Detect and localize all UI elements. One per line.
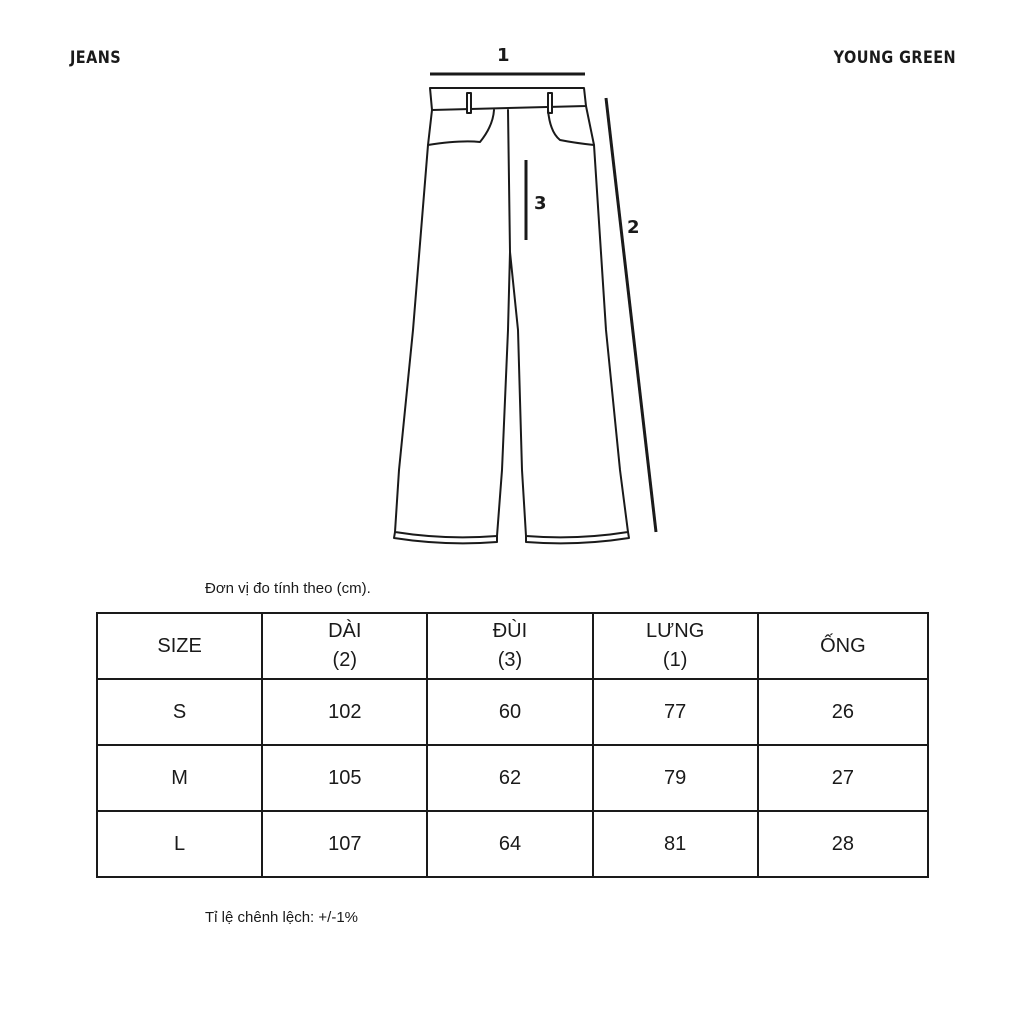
cell-length: 105 xyxy=(262,745,427,811)
table-header-row xyxy=(97,613,928,679)
cell-size: L xyxy=(97,811,262,877)
header-cell-leg-opening xyxy=(758,613,928,679)
marker-3: 3 xyxy=(534,193,547,214)
cell-thigh: 64 xyxy=(427,811,592,877)
tolerance-note: Tỉ lệ chênh lệch: +/-1% xyxy=(205,909,358,926)
brand-label-young-green: YOUNG GREEN xyxy=(833,48,956,68)
cell-leg-opening: 27 xyxy=(758,745,928,811)
cell-waist: 77 xyxy=(593,679,758,745)
header-cell-length xyxy=(262,613,427,679)
brand-label-jeans: JEANS xyxy=(70,48,122,68)
belt-loop-left xyxy=(467,93,471,113)
cell-waist: 79 xyxy=(593,745,758,811)
header-sub: (1) xyxy=(662,649,688,671)
header-title: SIZE xyxy=(157,634,202,657)
pocket-left xyxy=(428,110,494,145)
cell-leg-opening: 26 xyxy=(758,679,928,745)
header-cell-thigh xyxy=(427,613,592,679)
header-title: LƯNG xyxy=(646,620,705,642)
table-row xyxy=(97,811,928,877)
waistband-outline xyxy=(430,88,586,110)
header-title: DÀI xyxy=(328,620,362,642)
cell-thigh: 60 xyxy=(427,679,592,745)
cell-size: M xyxy=(97,745,262,811)
header-sub: (3) xyxy=(497,649,523,671)
header-cell-size xyxy=(97,613,262,679)
size-chart-table xyxy=(96,612,929,878)
cell-leg-opening: 28 xyxy=(758,811,928,877)
unit-note: Đơn vị đo tính theo (cm). xyxy=(205,580,371,597)
table-row xyxy=(97,745,928,811)
cell-length: 107 xyxy=(262,811,427,877)
cell-length: 102 xyxy=(262,679,427,745)
marker-1: 1 xyxy=(497,45,510,66)
jeans-outline xyxy=(395,106,628,537)
table-row xyxy=(97,679,928,745)
header-cell-waist xyxy=(593,613,758,679)
fly-seam xyxy=(508,110,510,252)
cell-thigh: 62 xyxy=(427,745,592,811)
cell-size: S xyxy=(97,679,262,745)
header-sub: (2) xyxy=(332,649,357,671)
cell-waist: 81 xyxy=(593,811,758,877)
header-title: ỐNG xyxy=(820,634,866,657)
marker-2: 2 xyxy=(627,217,640,238)
measure-line-length xyxy=(606,98,656,532)
header-title: ĐÙI xyxy=(492,620,528,642)
